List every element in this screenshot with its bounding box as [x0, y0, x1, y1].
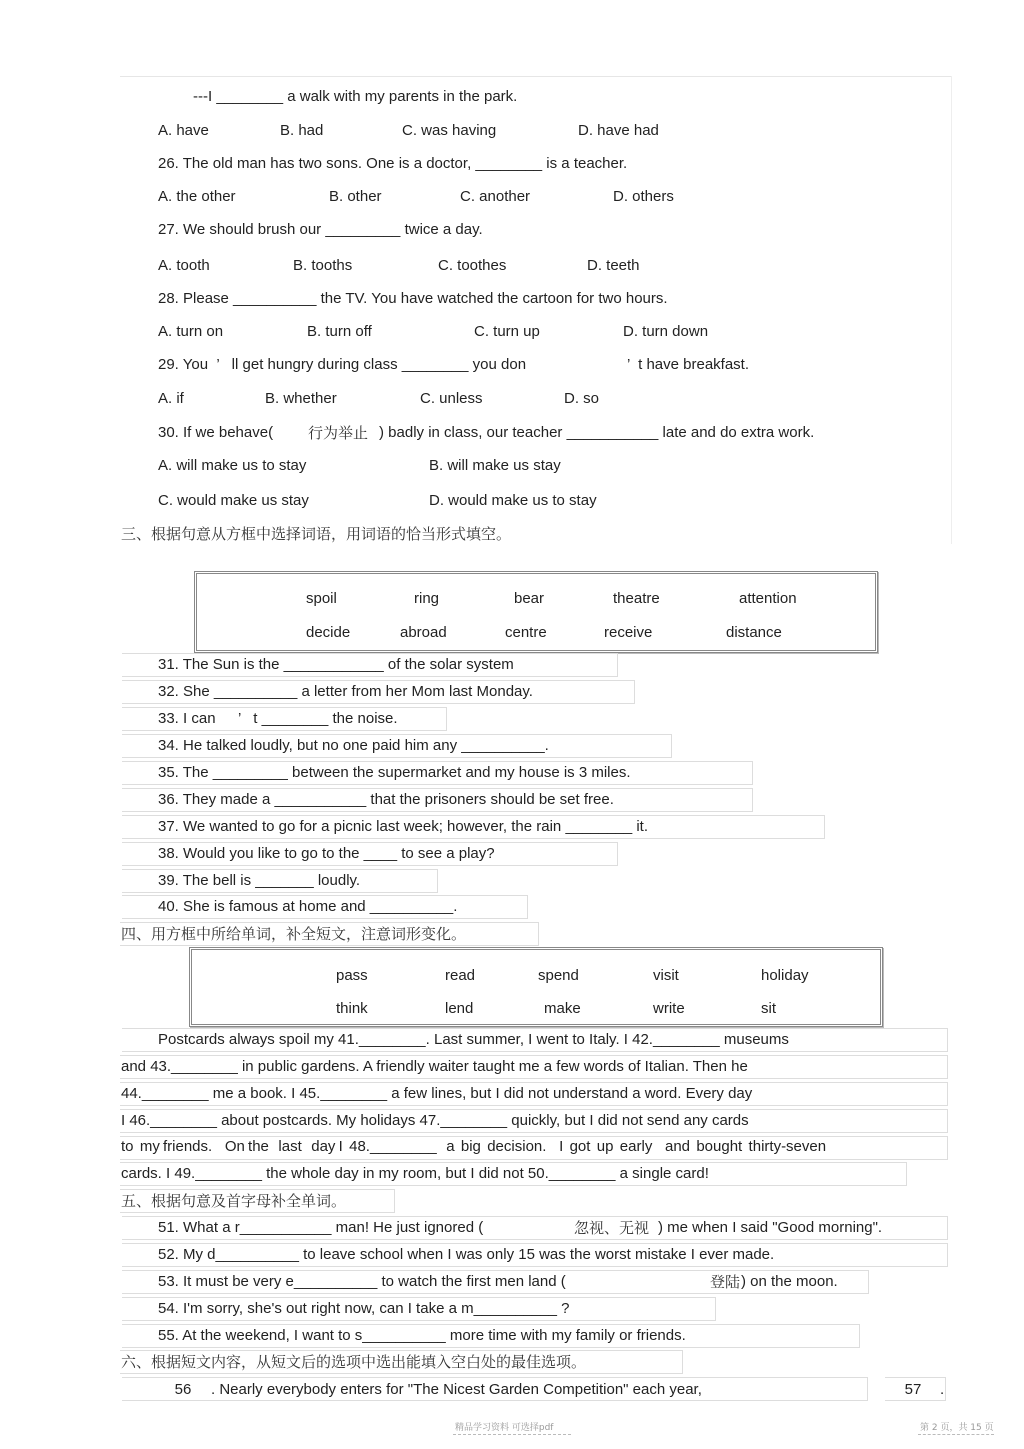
- word-box-item: read: [445, 967, 476, 984]
- option-d: D. turn down: [623, 323, 709, 340]
- option-d: D. would make us to stay: [429, 492, 597, 509]
- passage-line: 44.________ me a book. I 45.________ a few lines, but I did not understand a word. Every day: [121, 1085, 753, 1102]
- question-37: 37. We wanted to go for a picnic last week; however, the rain ________ it.: [158, 818, 649, 835]
- question-35: 35. The _________ between the supermarket and my house is 3 miles.: [158, 764, 631, 781]
- footer-center-dash: [453, 1434, 571, 1435]
- question-25-prompt: ---I ________ a walk with my parents in the park.: [193, 88, 518, 105]
- option-b: B. had: [280, 122, 324, 139]
- option-a: A. have: [158, 122, 209, 139]
- footer-center-text: 精品学习资料 可选择pdf: [455, 1423, 554, 1433]
- question-38: 38. Would you like to go to the ____ to see a play?: [158, 845, 495, 862]
- word-box-item: theatre: [613, 590, 660, 607]
- word-box-item: make: [544, 1000, 581, 1017]
- word-box-item: write: [653, 1000, 685, 1017]
- passage-line: and 43.________ in public gardens. A friendly waiter taught me a few words of Italian. Then he: [121, 1058, 748, 1075]
- question-36: 36. They made a ___________ that the prisoners should be set free.: [158, 791, 614, 808]
- word-box-section-4: [189, 947, 883, 1027]
- question-30-part2: ) badly in class, our teacher ___________ late and do extra work.: [379, 424, 815, 441]
- passage-line: cards. I 49.________ the whole day in my room, but I did not 50.________ a single card!: [121, 1165, 709, 1182]
- option-c: C. toothes: [438, 257, 507, 274]
- section-3-heading: 三、根据句意从方框中选择词语，用词语的恰当形式填空。: [121, 525, 512, 543]
- word-box-item: decide: [306, 624, 351, 641]
- word-box-item: attention: [739, 590, 797, 607]
- question-30-gloss: 行为举止: [308, 424, 369, 442]
- question-39: 39. The bell is _______ loudly.: [158, 872, 361, 889]
- option-c: C. was having: [402, 122, 497, 139]
- question-54: 54. I'm sorry, she's out right now, can I take a m__________ ?: [158, 1300, 570, 1317]
- word-box-item: centre: [505, 624, 547, 641]
- section-5-heading: 五、根据句意及首字母补全单词。: [121, 1192, 347, 1210]
- option-d: D. teeth: [587, 257, 640, 274]
- question-55: 55. At the weekend, I want to s__________ more time with my family or friends.: [158, 1327, 686, 1344]
- section-6-heading: 六、根据短文内容，从短文后的选项中选出能填入空白处的最佳选项。: [121, 1353, 587, 1371]
- option-b: B. turn off: [307, 323, 372, 340]
- word-box-item: spend: [538, 967, 579, 984]
- blank-56: [158, 1380, 208, 1400]
- word-box-item: bear: [514, 590, 545, 607]
- option-d: D. others: [613, 188, 674, 205]
- question-31: 31. The Sun is the ____________ of the solar system: [158, 656, 514, 673]
- footer-page-number: 第 2 页，共 15 页: [920, 1423, 994, 1433]
- blank-57: [888, 1380, 938, 1400]
- option-b: B. whether: [265, 390, 337, 407]
- word-box-item: abroad: [400, 624, 447, 641]
- passage-line: Postcards always spoil my 41.________. Last summer, I went to Italy. I 42.________ museums: [158, 1031, 789, 1048]
- question-33-part2: ’ t ________ the noise.: [238, 710, 398, 727]
- question-51-part2: ) me when I said "Good morning".: [658, 1219, 883, 1236]
- section-4-heading: 四、用方框中所给单词，补全短文，注意词形变化。: [121, 925, 467, 943]
- option-c: C. unless: [420, 390, 483, 407]
- option-b: B. tooths: [293, 257, 353, 274]
- blank-57-dot: .: [940, 1381, 945, 1398]
- question-27: 27. We should brush our _________ twice a day.: [158, 221, 483, 238]
- word-box-item: distance: [726, 624, 782, 641]
- word-box-item: ring: [414, 590, 440, 607]
- question-53-part1: 53. It must be very e__________ to watch the first men land (: [158, 1273, 566, 1290]
- question-30-part1: 30. If we behave(: [158, 424, 274, 441]
- option-a: A. tooth: [158, 257, 210, 274]
- option-c: C. another: [460, 188, 531, 205]
- blank-57-number: 57: [904, 1381, 922, 1398]
- question-56-text: . Nearly everybody enters for "The Nicest Garden Competition" each year,: [211, 1381, 702, 1398]
- question-33-part1: 33. I can: [158, 710, 216, 727]
- question-52: 52. My d__________ to leave school when I was only 15 was the worst mistake I ever made.: [158, 1246, 775, 1263]
- word-box-item: sit: [761, 1000, 776, 1017]
- passage-line: to my friends. On the last day I 48.________ a big decision. I got up early and bought thirty-seven: [121, 1138, 827, 1155]
- word-box-item: lend: [445, 1000, 474, 1017]
- footer-right-dash: [918, 1434, 994, 1435]
- page-top-rule: [120, 76, 952, 77]
- question-40: 40. She is famous at home and __________.: [158, 898, 458, 915]
- word-box-item: pass: [336, 967, 368, 984]
- blank-56-number: 56: [174, 1381, 192, 1398]
- question-26: 26. The old man has two sons. One is a doctor, ________ is a teacher.: [158, 155, 628, 172]
- word-box-item: spoil: [306, 590, 337, 607]
- option-c: C. turn up: [474, 323, 540, 340]
- option-d: D. have had: [578, 122, 659, 139]
- option-b: B. other: [329, 188, 382, 205]
- page-right-rule: [951, 76, 952, 544]
- option-a: A. the other: [158, 188, 236, 205]
- option-c: C. would make us stay: [158, 492, 309, 509]
- word-box-item: think: [336, 1000, 368, 1017]
- passage-line: I 46.________ about postcards. My holidays 47.________ quickly, but I did not send any cards: [121, 1112, 749, 1129]
- question-29-part2: ’ t have breakfast.: [627, 356, 750, 373]
- option-a: A. turn on: [158, 323, 224, 340]
- word-box-item: holiday: [761, 967, 809, 984]
- question-32: 32. She __________ a letter from her Mom last Monday.: [158, 683, 533, 700]
- option-d: D. so: [564, 390, 600, 407]
- question-53-gloss: 登陆: [710, 1273, 741, 1291]
- word-box-item: visit: [653, 967, 679, 984]
- question-51-part1: 51. What a r___________ man! He just ignored (: [158, 1219, 484, 1236]
- question-51-gloss: 忽视、无视: [574, 1219, 650, 1237]
- word-box-item: receive: [604, 624, 653, 641]
- question-34: 34. He talked loudly, but no one paid him any __________.: [158, 737, 549, 754]
- question-29-part1: 29. You ’ ll get hungry during class ________ you don: [158, 356, 527, 373]
- question-53-part2: ) on the moon.: [741, 1273, 838, 1290]
- option-a: A. will make us to stay: [158, 457, 307, 474]
- option-a: A. if: [158, 390, 184, 407]
- option-b: B. will make us stay: [429, 457, 561, 474]
- question-28: 28. Please __________ the TV. You have watched the cartoon for two hours.: [158, 290, 668, 307]
